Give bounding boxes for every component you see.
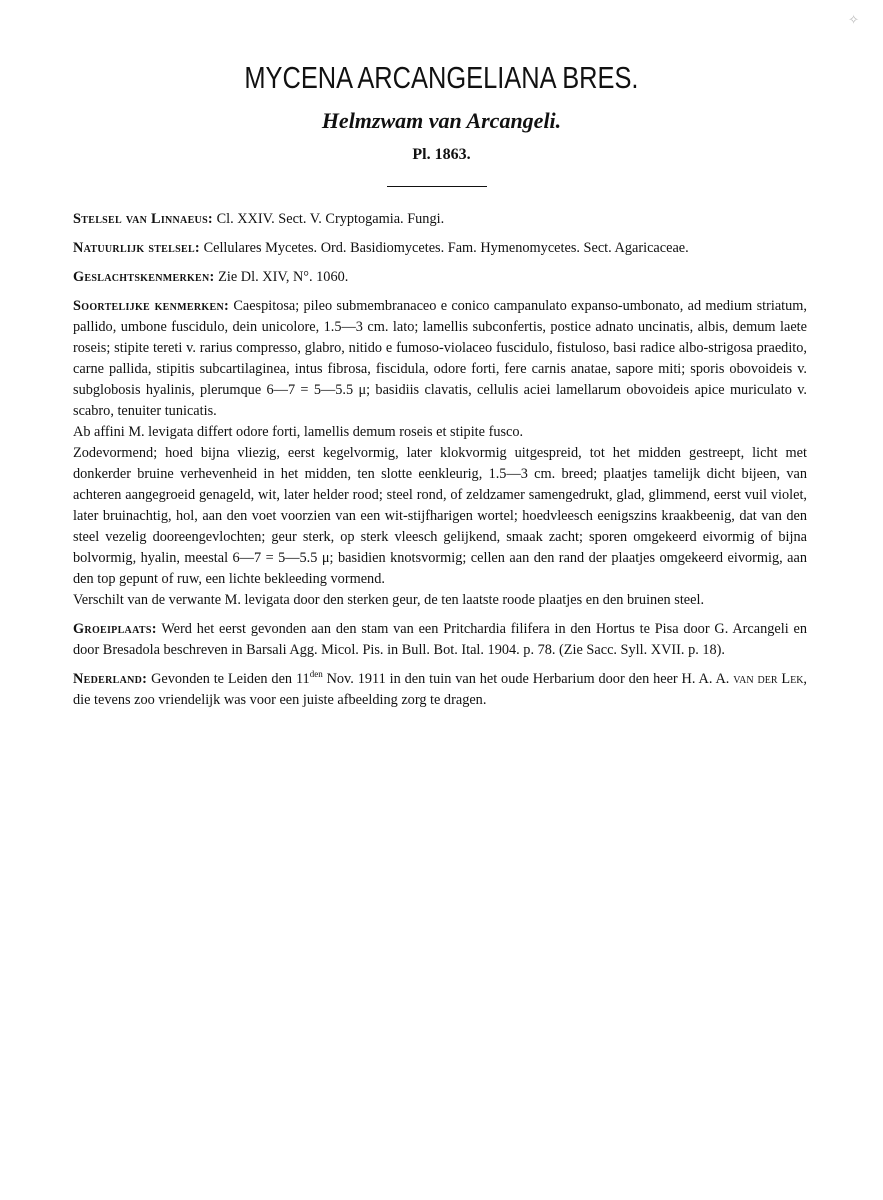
text-zodevormend: Zodevormend; hoed bijna vliezig, eerst kegelvormig, later klokvormig uitgespreid, tot het midden gestreept, licht met donkerder bruine verhevenheid in het midden, ten slotte eenkleurig, 1.5—3 cm. breed; plaatjes tamelijk dicht bijeen, van achteren aangegroeid genageld, wit, later helder rood; steel rond, of zeldzamer samengedrukt, glad, glimmend, eerst vuil violet, later bruinachtig, hol, aan den voet voorzien van een wit-stijfharigen wortel; hoedvleesch eenigszins kraakbeenig, dat van den steel vezelig dooreengevlochten; geur sterk, op sterk vleesch gelijkend, smaak zacht; sporen omgekeerd eivormig of bijna bolvormig, hyalin, meestal 6—7 = 5—5.5 μ; basidien knotsvormig; cellen aan den rand der plaatjes omgekeerd eivormig, aan den top gepunt of ruw, een lichte bekleeding vormend. bbox=[73, 445, 807, 587]
name-van-der-lek: van der Lek bbox=[733, 671, 804, 687]
body-text bbox=[73, 209, 807, 719]
paragraph-verschilt bbox=[73, 590, 807, 611]
paragraph-stelsel bbox=[73, 209, 807, 230]
corner-mark: ✧ bbox=[848, 12, 859, 27]
paragraph-soort bbox=[73, 296, 807, 422]
paragraph-nederland bbox=[73, 669, 807, 711]
text-stelsel: Cl. XXIV. Sect. V. Cryptogamia. Fungi. bbox=[213, 211, 445, 227]
text-geslacht: Zie Dl. XIV, N°. 1060. bbox=[214, 269, 349, 285]
page-title: MYCENA ARCANGELIANA BRES. bbox=[244, 60, 639, 95]
paragraph-zodevormend bbox=[73, 443, 807, 590]
text-affini: Ab affini M. levigata differt odore forti, lamellis demum roseis et stipite fusco. bbox=[73, 424, 524, 440]
title-divider bbox=[387, 186, 487, 187]
label-stelsel: Stelsel van Linnaeus: bbox=[73, 211, 213, 227]
label-soort: Soortelijke kenmerken: bbox=[73, 298, 230, 314]
superscript-den: den bbox=[309, 669, 323, 680]
text-nederland-b: Nov. 1911 in den tuin van het oude Herbarium door den heer H. A. A. bbox=[322, 671, 734, 687]
text-nederland-c: , die tevens zoo vriendelijk was voor een juiste afbeelding zorg te dragen. bbox=[73, 671, 807, 708]
text-soort: Caespitosa; pileo submembranaceo e conico campanulato expanso-umbonato, ad medium striatum, pallido, umbone fuscidulo, dein unicolore, 1.5—3 cm. lato; lamellis subconfertis, postice adnato uncinatis, albis, demum laete roseis; stipite tereti v. rarius compresso, glabro, nitido e fumoso-violaceo fuscidulo, fistuloso, basi radice albo-strigosa praedito, carne pallida, stipitis subcartilaginea, intus fibrosa, fiscidula, odore forti, fere carnis anatae, sapore miti; sporis obovoideis v. subglobosis hyalinis, plerumque 6—7 = 5—5.5 μ; basidiis clavatis, cellulis aciei lamellarum obovoideis apice muriculato v. scabro, tenuiter tunicatis. bbox=[73, 298, 807, 419]
text-nederland-a: Gevonden te Leiden den 11 bbox=[147, 671, 310, 687]
paragraph-geslacht bbox=[73, 267, 807, 288]
label-geslacht: Geslachtskenmerken: bbox=[73, 269, 215, 285]
label-nederland: Nederland: bbox=[73, 671, 148, 687]
paragraph-groeiplaats bbox=[73, 619, 807, 661]
text-verschilt: Verschilt van de verwante M. levigata door den sterken geur, de ten laatste roode plaatjes en den bruinen steel. bbox=[73, 592, 705, 608]
text-natuurlijk: Cellulares Mycetes. Ord. Basidiomycetes. Fam. Hymenomycetes. Sect. Agaricaceae. bbox=[200, 240, 689, 256]
label-groeiplaats: Groeiplaats: bbox=[73, 621, 157, 637]
paragraph-natuurlijk bbox=[73, 238, 807, 259]
text-groeiplaats: Werd het eerst gevonden aan den stam van een Pritchardia filifera in den Hortus te Pisa door G. Arcangeli en door Bresadola beschreven in Barsali Agg. Micol. Pis. in Bull. Bot. Ital. 1904. p. 78. (Zie Sacc. Syll. XVII. p. 18). bbox=[73, 621, 807, 658]
plate-number: Pl. 1863. bbox=[412, 146, 471, 163]
label-natuurlijk: Natuurlijk stelsel: bbox=[73, 240, 200, 256]
paragraph-affini bbox=[73, 422, 807, 443]
page-subtitle: Helmzwam van Arcangeli. bbox=[321, 108, 562, 133]
